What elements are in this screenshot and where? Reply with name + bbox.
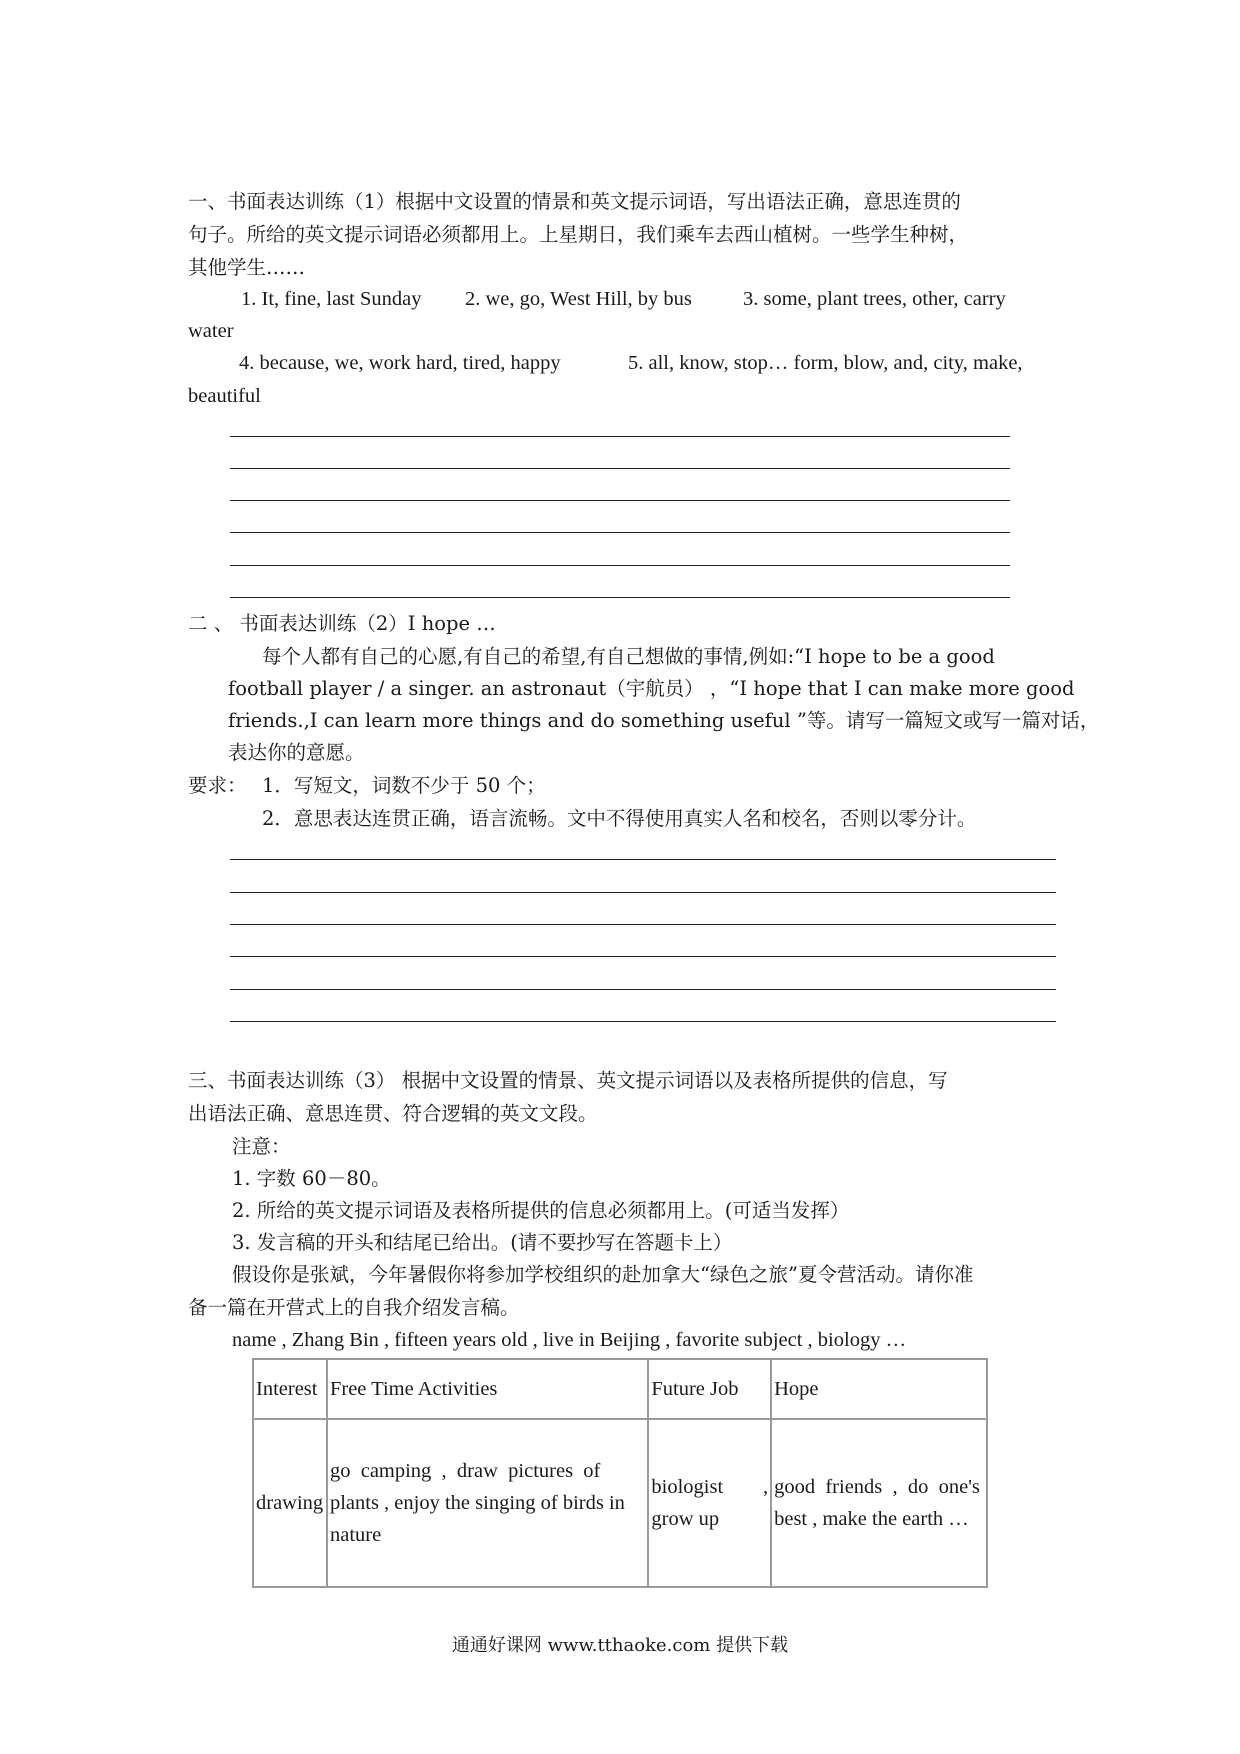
cell-hope bbox=[771, 1419, 987, 1587]
job-comma: , bbox=[762, 1476, 769, 1498]
answer-line[interactable] bbox=[230, 436, 1010, 437]
section2-body-line4: 表达你的意愿。 bbox=[228, 741, 365, 764]
cell-activities bbox=[327, 1419, 648, 1587]
hope-line1: good friends , do one's bbox=[774, 1476, 980, 1498]
prompt-3: 3. some, plant trees, other, carry bbox=[743, 288, 1006, 310]
prompt-5: 5. all, know, stop… form, blow, and, city, make, bbox=[628, 352, 1023, 374]
note-1: 1. 字数 60－80。 bbox=[232, 1167, 391, 1190]
table-header-row bbox=[253, 1359, 987, 1419]
cue-words: name , Zhang Bin , fifteen years old , live in Beijing , favorite subject , biology … bbox=[232, 1329, 907, 1351]
prompt-1: 1. It, fine, last Sunday bbox=[241, 288, 422, 310]
header-interest: Interest bbox=[253, 1359, 327, 1419]
hope-line2: best , make the earth … bbox=[774, 1508, 969, 1530]
answer-line[interactable] bbox=[230, 956, 1056, 957]
job-line2: grow up bbox=[651, 1508, 720, 1530]
interest-value: drawing bbox=[256, 1492, 324, 1514]
answer-line[interactable] bbox=[230, 597, 1010, 598]
answer-line[interactable] bbox=[230, 565, 1010, 566]
answer-line[interactable] bbox=[230, 989, 1056, 990]
section2-body-line1: 每个人都有自己的心愿,有自己的希望,有自己想做的事情,例如:“I hope to be a good bbox=[262, 645, 995, 668]
info-table bbox=[252, 1358, 988, 1588]
activities-line2: plants , enjoy the singing of birds in bbox=[329, 1492, 625, 1514]
answer-line[interactable] bbox=[230, 1021, 1056, 1022]
prompt-4: 4. because, we, work hard, tired, happy bbox=[239, 352, 561, 374]
table-row bbox=[253, 1419, 987, 1587]
header-activities: Free Time Activities bbox=[327, 1359, 648, 1419]
section3-heading-line2: 出语法正确、意思连贯、符合逻辑的英文文段。 bbox=[188, 1102, 598, 1125]
answer-line[interactable] bbox=[230, 500, 1010, 501]
answer-line[interactable] bbox=[230, 532, 1010, 533]
section1-heading-line3: 其他学生…… bbox=[188, 256, 306, 279]
note-2: 2. 所给的英文提示词语及表格所提供的信息必须都用上。(可适当发挥） bbox=[232, 1199, 850, 1222]
requirement-2: 2．意思表达连贯正确，语言流畅。文中不得使用真实人名和校名，否则以零分计。 bbox=[262, 807, 977, 830]
answer-line[interactable] bbox=[230, 924, 1056, 925]
section2-heading: 二 、 书面表达训练（2）I hope … bbox=[188, 612, 496, 635]
cell-interest bbox=[253, 1419, 327, 1587]
note-label: 注意： bbox=[232, 1135, 291, 1158]
scenario-line2: 备一篇在开营式上的自我介绍发言稿。 bbox=[188, 1296, 520, 1319]
footer-text: 通通好课网 www.tthaoke.com 提供下载 bbox=[451, 1635, 789, 1656]
header-future-job: Future Job bbox=[648, 1359, 771, 1419]
section1-heading-line1: 一、书面表达训练（1）根据中文设置的情景和英文提示词语，写出语法正确，意思连贯的 bbox=[188, 190, 961, 213]
prompt-2: 2. we, go, West Hill, by bus bbox=[465, 288, 692, 310]
job-line1 bbox=[651, 1471, 768, 1503]
activities-line1: go camping , draw pictures of bbox=[329, 1460, 601, 1482]
answer-line[interactable] bbox=[230, 859, 1056, 860]
header-hope: Hope bbox=[771, 1359, 987, 1419]
answer-line[interactable] bbox=[230, 892, 1056, 893]
prompt-3-cont: water bbox=[188, 320, 234, 342]
scenario-line1: 假设你是张斌，今年暑假你将参加学校组织的赴加拿大“绿色之旅”夏令营活动。请你准 bbox=[232, 1263, 974, 1286]
requirement-1: 1．写短文，词数不少于 50 个； bbox=[262, 774, 546, 797]
prompt-5-cont: beautiful bbox=[188, 385, 261, 407]
job-line1-text: biologist bbox=[651, 1476, 724, 1498]
cell-future-job bbox=[648, 1419, 771, 1587]
note-3: 3. 发言稿的开头和结尾已给出。(请不要抄写在答题卡上） bbox=[232, 1231, 733, 1254]
requirements-label: 要求： bbox=[188, 774, 247, 797]
activities-line3: nature bbox=[329, 1524, 382, 1546]
answer-line[interactable] bbox=[230, 468, 1010, 469]
section3-heading-line1: 三、书面表达训练（3） 根据中文设置的情景、英文提示词语以及表格所提供的信息，写 bbox=[188, 1069, 948, 1092]
section2-body-line3: friends.,I can learn more things and do something useful ”等。请写一篇短文或写一篇对话， bbox=[228, 709, 1100, 732]
section1-heading-line2: 句子。所给的英文提示词语必须都用上。上星期日，我们乘车去西山植树。一些学生种树， bbox=[188, 223, 969, 246]
section2-body-line2: football player / a singer. an astronaut（宇航员） ，“I hope that I can make more good bbox=[228, 677, 1075, 700]
